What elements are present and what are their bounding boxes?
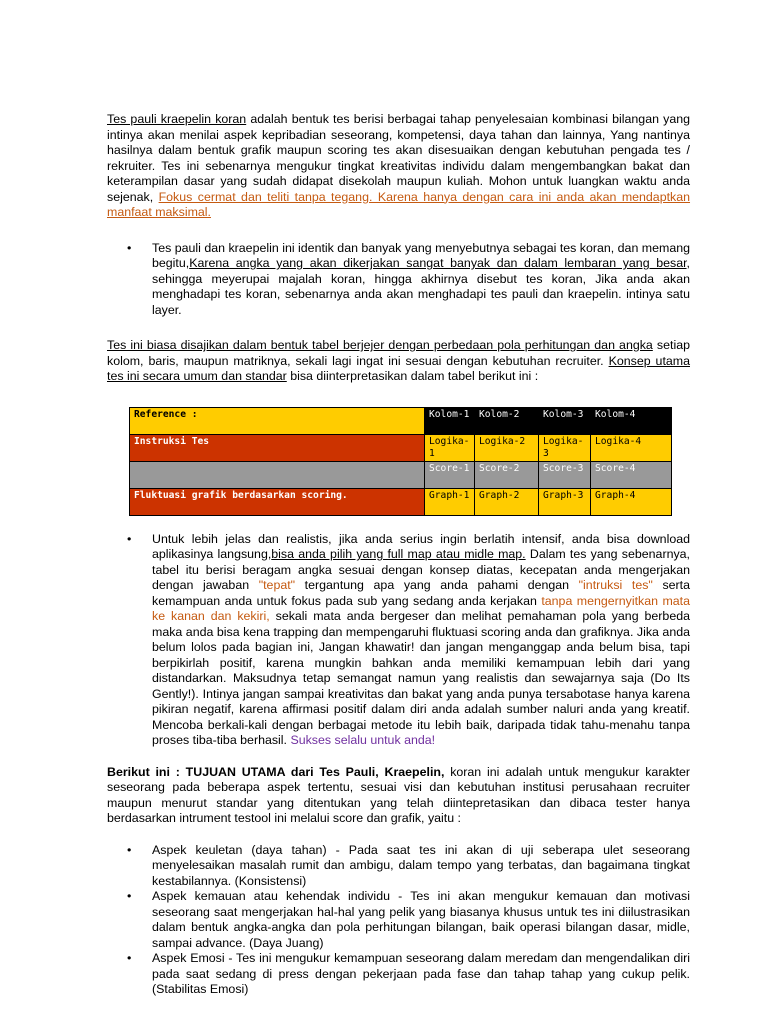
table-cell: Logika-2 <box>475 434 539 461</box>
table-cell: Graph-2 <box>475 488 539 515</box>
row-label: Instruksi Tes <box>130 434 425 461</box>
table-cell: Graph-4 <box>591 488 672 515</box>
table-cell: Score-4 <box>591 461 672 488</box>
row-label: Reference : <box>130 407 425 434</box>
tujuan-paragraph: Berikut ini : TUJUAN UTAMA dari Tes Pauli, Kraepelin, koran ini adalah untuk mengukur karakter seseorang pada beberapa aspek tertentu, sesuai visi dan kebutuhan institusi perusahaan recruiter maupun menurut standar yang ditentukan yang telah diintepretasikan dan dibaca tester hanya berdasarkan intrument testool ini melalui score dan grafik, yaitu : <box>107 764 690 825</box>
table-row-reference <box>130 407 672 434</box>
table-cell: Kolom-1 <box>425 407 475 434</box>
table-row-score <box>130 461 672 488</box>
table-cell: Kolom-2 <box>475 407 539 434</box>
aspect-item: • Aspek keuletan (daya tahan) - Pada saat tes ini akan di uji seberapa ulet seseorang menyelesaikan masalah rumit dan ambigu, dalam tempo yang terbatas, dan bagaimana tingkat kestabilannya. (Konsistensi) <box>107 843 690 890</box>
document-page <box>107 112 690 998</box>
table-row-instruksi <box>130 434 672 461</box>
table-cell: Logika-4 <box>591 434 672 461</box>
bold-heading: Berikut ini : TUJUAN UTAMA dari Tes Pauli, Kraepelin, <box>107 764 445 779</box>
aspect-item: • Aspek Emosi - Tes ini mengukur kemampuan seseorang dalam meredam dan mengendalikan diri pada saat sedang di press dengan pekerjaan pada fase dan tahap tahap yang cukup pelik. (Stabilitas Emosi) <box>107 951 690 998</box>
underlined-phrase: Karena angka yang akan dikerjakan sangat banyak dan dalam lembaran yang besar <box>189 256 687 270</box>
intro-paragraph: Tes pauli kraepelin koran adalah bentuk tes berisi berbagai tahap penyelesaian kombinasi bilangan yang intinya akan menilai aspek kepribadian seseorang, kompetensi, daya tahan dan lainnya, Yang nantinya hasilnya dalam bentuk grafik maupun scoring tes akan disesuaikan dengan kebutuhan pengada tes / rekruiter. Tes ini sebenarnya mengukur tingkat kreativitas individu dalam mengembangkan bakat dan keterampilan dasar yang sudah didapat disekolah maupun kuliah. Mohon untuk luangkan waktu anda sejenak, Fokus cermat dan teliti tanpa tegang. Karena hanya dengan cara ini anda akan mendaptkan manfaat maksimal. <box>107 112 691 219</box>
aspect-item: • Aspek kemauan atau kehendak individu - Tes ini akan mengukur kemauan dan motivasi seseorang saat mengerjakan hal-hal yang pelik yang biasanya khusus untuk tes ini diilustrasikan dalam bentuk angka-angka dan pola perhitungan bilangan, baik operasi bilangan dasar, midle, sampai advance. (Daya Juang) <box>107 889 690 951</box>
table-row-graph <box>130 488 672 515</box>
underlined-phrase: Tes ini biasa disajikan dalam bentuk tabel berjejer dengan perbedaan pola perhitungan dan angka <box>107 338 653 352</box>
concept-table <box>129 407 672 516</box>
row-label: Fluktuasi grafik berdasarkan scoring. <box>130 488 425 515</box>
table-cell: Kolom-3 <box>539 407 591 434</box>
bullet-koran: • Tes pauli dan kraepelin ini identik dan banyak yang menyebutnya sebagai tes koran, dan memang begitu,Karena angka yang akan dikerjakan sangat banyak dan dalam lembaran yang besar, sehingga meyerupai majalah koran, hingga akhirnya disebut tes koran, Jika anda akan menghadapi tes koran, sebenarnya anda akan menghadapi tes pauli dan kraepelin. intinya satu layer. <box>107 241 690 319</box>
underlined-phrase: Konsep utama tes ini secara umum dan standar <box>107 353 690 383</box>
bullet-download: • Untuk lebih jelas dan realistis, jika anda serius ingin berlatih intensif, anda bisa download aplikasinya langsung,bisa anda pilih yang full map atau midle map. Dalam tes yang sebenarnya, tabel itu berisi beragam angka sesuai dengan konsep diatas, kecepatan anda mengerjakan dengan jawaban "tepat" tergantung apa yang anda pahami dengan "intruksi tes" serta kemampuan anda untuk fokus pada sub yang sedang anda kerjakan tanpa mengernyitkan mata ke kanan dan kekiri, sekali mata anda bergeser dan melihat pemahaman pola yang berbeda maka anda bisa kena trapping dan mempengaruhi fluktuasi scoring anda dan grafiknya. Jika anda belum lolos pada bagian ini, Jangan khawatir! dan jangan menganggap anda belum bisa, tapi berpikirlah positif, karena mungkin bahkan anda memiliki kemampuan lebih dari yang distandarkan. Maksudnya tetap semangat namun yang realistis dan sewajarnya saja (Do Its Gently!). Intinya jangan sampai kreativitas dan bakat yang anda punya tersabotase hanya karena pikiran negatif, karena affirmasi positif dalam diri anda adalah sumber naluri anda yang kreatif. Mencoba berkali-kali dengan berbagai metode itu lebih baik, daripada tidak tahu-menahu tanpa proses tiba-tiba berhasil. Sukses selalu untuk anda! <box>107 532 690 749</box>
table-cell: Score-2 <box>475 461 539 488</box>
row-label <box>130 461 425 488</box>
table-cell: Logika-1 <box>425 434 475 461</box>
underlined-phrase: Tes pauli kraepelin koran <box>107 112 247 126</box>
highlight-phrase: Fokus cermat dan teliti tanpa tegang. Karena hanya dengan cara ini anda akan mendaptkan manfaat maksimal. <box>107 189 691 219</box>
table-cell: Graph-1 <box>425 488 475 515</box>
table-intro-paragraph: Tes ini biasa disajikan dalam bentuk tabel berjejer dengan perbedaan pola perhitungan dan angka setiap kolom, baris, maupun matriknya, sekali lagi ingat ini sesuai dengan kebutuhan recruiter. Konsep utama tes ini secara umum dan standar bisa diinterpretasikan dalam tabel berikut ini : <box>107 338 690 383</box>
concept-table-wrapper <box>129 407 671 516</box>
table-cell: Score-3 <box>539 461 591 488</box>
table-cell: Graph-3 <box>539 488 591 515</box>
underlined-phrase: bisa anda pilih yang full map atau midle map. <box>271 547 526 561</box>
table-cell: Score-1 <box>425 461 475 488</box>
success-phrase: Sukses selalu untuk anda! <box>290 733 436 747</box>
table-cell: Kolom-4 <box>591 407 672 434</box>
table-cell: Logika-3 <box>539 434 591 461</box>
